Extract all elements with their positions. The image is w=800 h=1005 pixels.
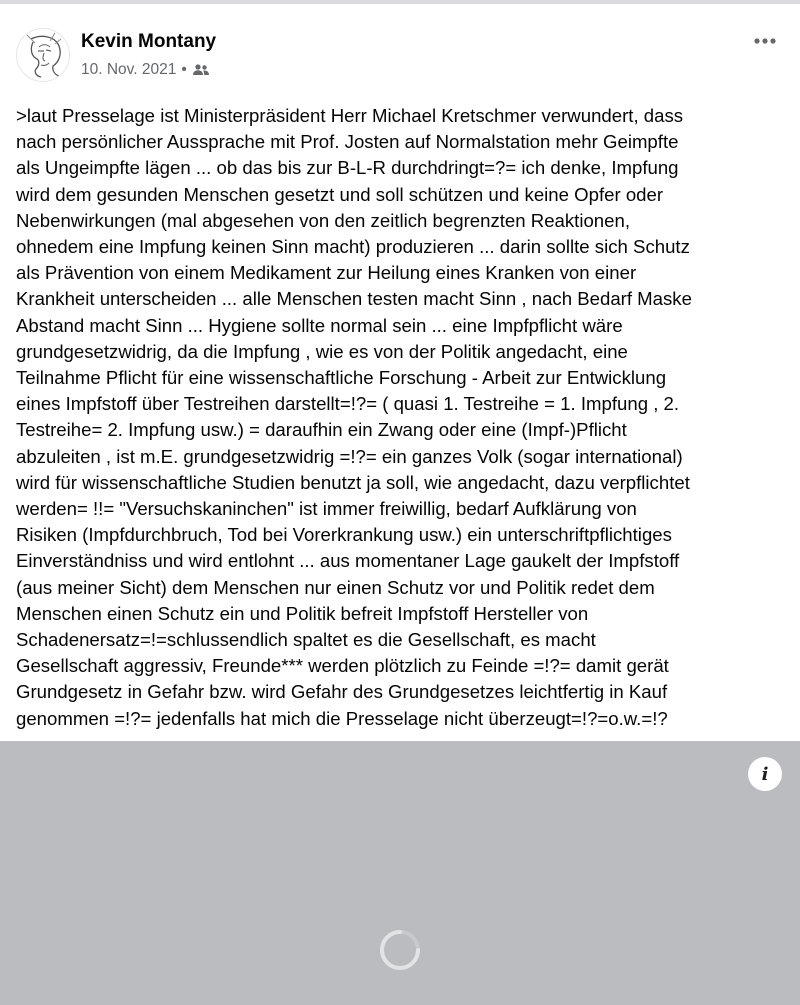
avatar-sketch-icon: [17, 29, 70, 82]
more-options-icon[interactable]: [748, 30, 782, 52]
media-placeholder[interactable]: [0, 741, 800, 1005]
post-meta: [81, 60, 210, 80]
meta-separator: •: [181, 61, 187, 78]
post-header: [0, 4, 800, 90]
info-icon[interactable]: i: [748, 757, 782, 791]
post-text: >laut Presselage ist Ministerpräsident Herr Michael Kretschmer verwundert, dass nach persönlicher Aussprache mit Prof. Josten auf Normalstation mehr Geimpfte als Ungeimpfte lägen ... ob das bis zur B-L-R durchdringt=?= ich denke, Impfung wird dem gesunden Menschen gesetzt und soll schützen und keine Opfer oder Nebenwirkungen (mal abgesehen von den zeitlich begrenzten Reaktionen, ohnedem eine Impfung keinen Sinn macht) produzieren ... darin sollte sich Schutz als Prävention von einem Medikament zur Heilung eines Kranken von einer Krankheit unterscheiden ... alle Menschen testen macht Sinn , nach Bedarf Maske Abstand macht Sinn ... Hygiene sollte normal sein ... eine Impfpflicht wäre grundgesetzwidrig, da die Impfung , wie es von der Politik angedacht, eine Teilnahme Pflicht für eine wissenschaftliche Forschung - Arbeit zur Entwicklung eines Impfstoff über Testreihen darstellt=!?= ( quasi 1. Testreihe = 1. Impfung , 2. Testreihe= 2. Impfung usw.) = daraufhin ein Zwang oder eine (Impf-)Pflicht abzuleiten , ist m.E. grundgesetzwidrig =!?= ein ganzes Volk (sogar international) wird für wissenschaftliche Studien benutzt ja soll, wie angedacht, dazu verpflichtet werden= !!= "Versuchskaninchen" ist immer freiwillig, bedarf Aufklärung von Risiken (Impfdurchbruch, Tod bei Vorerkrankung usw.) ein unterschriftpflichtiges Einverständniss und wird entlohnt ... aus momentaner Lage gaukelt der Impfstoff (aus meiner Sicht) dem Menschen nur einen Schutz vor und Politik redet dem Menschen einen Schutz ein und Politik befreit Impfstoff Hersteller von Schadenersatz=!=schlussendlich spaltet es die Gesellschaft, es macht Gesellschaft aggressiv, Freunde*** werden plötzlich zu Feinde =!?= damit gerät Grundgesetz in Gefahr bzw. wird Gefahr des Grundgesetzes leichtfertig in Kauf genommen =!?= jedenfalls hat mich die Presselage nicht überzeugt=!?=o.w.=!?: [16, 105, 692, 729]
author-name[interactable]: Kevin Montany: [81, 31, 217, 52]
loading-spinner-icon: [378, 928, 422, 972]
avatar[interactable]: [16, 28, 70, 82]
post-date[interactable]: 10. Nov. 2021: [81, 61, 177, 78]
friends-icon[interactable]: [192, 63, 210, 77]
